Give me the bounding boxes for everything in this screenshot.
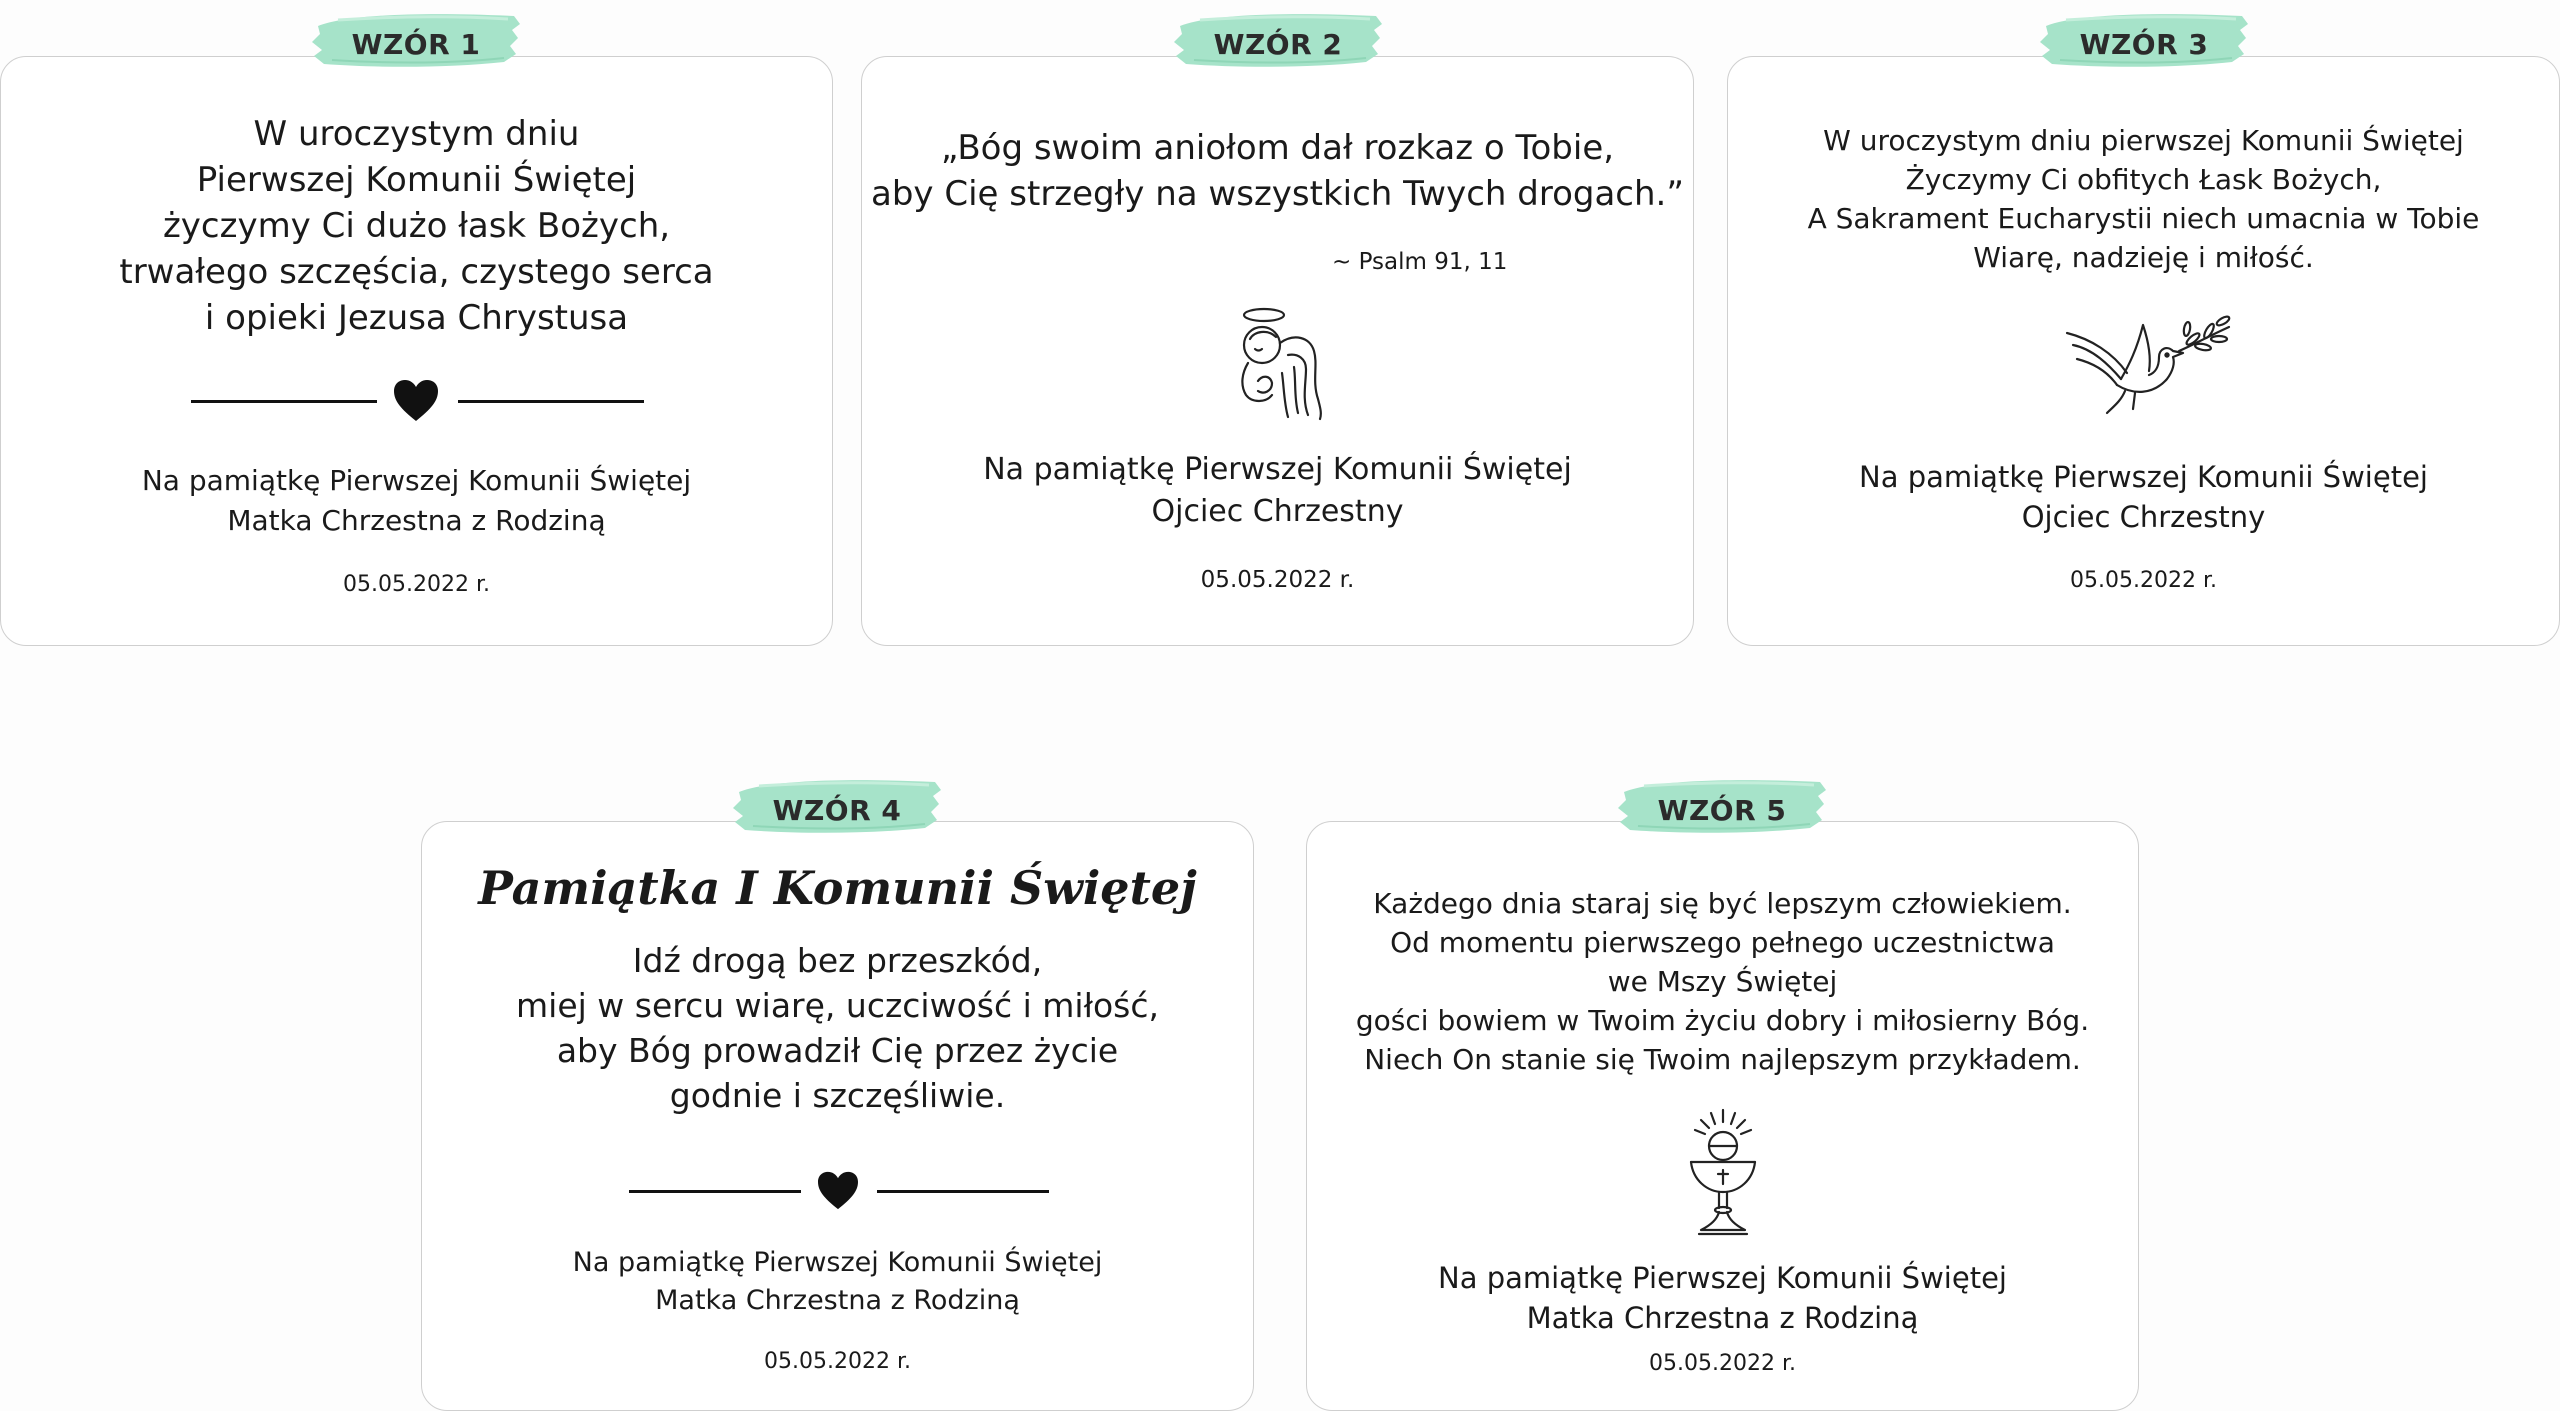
card-dedication: Na pamiątkę Pierwszej Komunii Świętej Ojciec Chrzestny — [983, 452, 1572, 529]
divider-line-right — [458, 400, 644, 403]
card-verse: W uroczystym dniu Pierwszej Komunii Świętej życzymy Ci dużo łask Bożych, trwałego szczęścia, czystego serca i opieki Jezusa Chrystusa — [119, 114, 714, 338]
card-dedication: Na pamiątkę Pierwszej Komunii Świętej Matka Chrzestna z Rodziną — [572, 1247, 1103, 1316]
card-citation: ~ Psalm 91, 11 — [1332, 249, 1508, 275]
card-verse: „Bóg swoim aniołom dał rozkaz o Tobie, aby Cię strzegły na wszystkich Twych drogach.” — [871, 128, 1684, 214]
badge-wzor-1 — [308, 6, 524, 76]
heart-icon — [817, 1171, 859, 1211]
card-date: 05.05.2022 r. — [2070, 568, 2217, 593]
heart-icon — [393, 379, 439, 423]
chalice-icon — [1685, 1108, 1761, 1238]
badge-wzor-2 — [1170, 6, 1386, 76]
dove-icon — [2063, 309, 2233, 419]
badge-wzor-5 — [1614, 772, 1830, 842]
badge-label: WZÓR 5 — [1657, 794, 1787, 827]
badge-label: WZÓR 3 — [2079, 28, 2209, 61]
card-verse: Każdego dnia staraj się być lepszym człowiekiem. Od momentu pierwszego pełnego uczestnictwa we Mszy Świętej gości bowiem w Twoim życiu dobry i miłosierny Bóg. Niech On stanie się Twoim najlepszym przykładem. — [1355, 887, 2090, 1076]
badge-wzor-4 — [729, 772, 945, 842]
card-verse: Idź drogą bez przeszkód, miej w sercu wiarę, uczciwość i miłość, aby Bóg prowadził Cię przez życie godnie i szczęśliwie. — [516, 941, 1159, 1115]
card-dedication: Na pamiątkę Pierwszej Komunii Świętej Ojciec Chrzestny — [1859, 460, 2428, 534]
angel-icon — [1222, 303, 1332, 423]
card-wzor-2 — [861, 56, 1694, 646]
card-verse: W uroczystym dniu pierwszej Komunii Świętej Życzymy Ci obfitych Łask Bożych, A Sakrament Eucharystii niech umacnia w Tobie Wiarę, nadzieję i miłość. — [1807, 124, 2480, 274]
card-wzor-5 — [1306, 821, 2139, 1411]
card-date: 05.05.2022 r. — [764, 1349, 911, 1374]
badge-label: WZÓR 1 — [351, 28, 481, 61]
badge-label: WZÓR 4 — [772, 794, 902, 827]
card-date: 05.05.2022 r. — [1200, 567, 1355, 593]
card-dedication: Na pamiątkę Pierwszej Komunii Świętej Matka Chrzestna z Rodziną — [141, 464, 692, 537]
card-wzor-3 — [1727, 56, 2560, 646]
card-wzor-1 — [0, 56, 833, 646]
divider-line-right — [877, 1190, 1049, 1193]
card-date: 05.05.2022 r. — [343, 572, 490, 597]
card-title: Pamiątka I Komunii Świętej — [478, 861, 1197, 915]
badge-wzor-3 — [2036, 6, 2252, 76]
badge-label: WZÓR 2 — [1213, 28, 1343, 61]
divider-line-left — [629, 1190, 801, 1193]
divider-line-left — [191, 400, 377, 403]
card-wzor-4 — [421, 821, 1254, 1411]
card-dedication: Na pamiątkę Pierwszej Komunii Świętej Matka Chrzestna z Rodziną — [1438, 1261, 2007, 1335]
card-date: 05.05.2022 r. — [1649, 1351, 1796, 1376]
